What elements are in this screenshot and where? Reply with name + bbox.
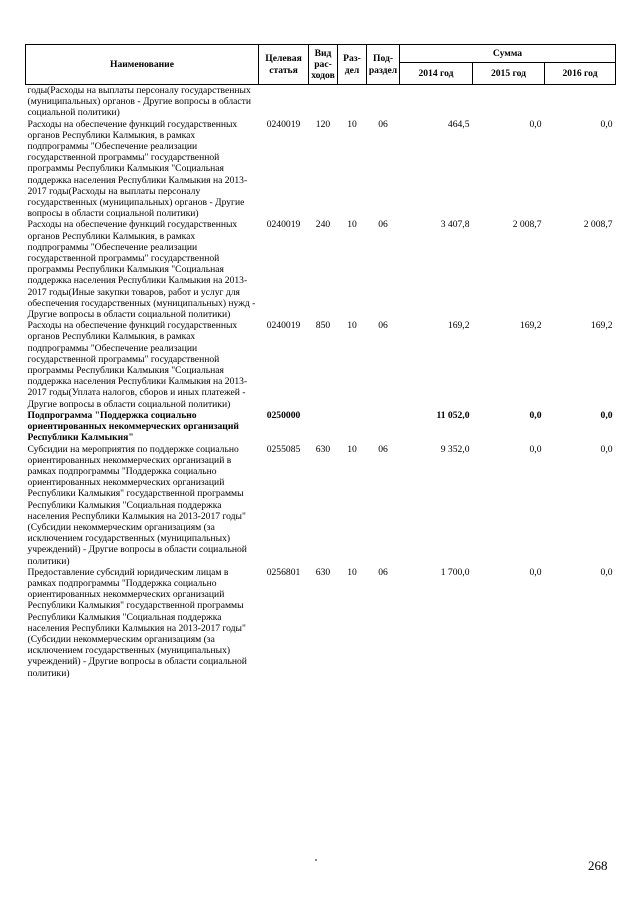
cell-subsection (367, 85, 400, 119)
table-row (26, 85, 616, 119)
cell-section (338, 85, 367, 119)
cell-name: Расходы на обеспечение функций государственных органов Республики Калмыкия, в рамках подпрограммы "Обеспечение реализации государственной программы" государственной программы Республики Калмыкия "Социальная поддержка населения Республики Калмыкия на 2013-2017 годы(Уплата налогов, сборов и иных платежей - Другие вопросы в области социальной политики) (27, 320, 248, 410)
cell-kind (309, 85, 338, 119)
cell-kind (309, 410, 338, 444)
table-row (26, 444, 616, 567)
cell-2014: 11 052,0 (436, 409, 470, 421)
cell-2015: 169,2 (519, 320, 542, 332)
budget-table-page (25, 44, 615, 679)
cell-2015: 0,0 (529, 409, 542, 421)
cell-2014: 9 352,0 (440, 443, 470, 455)
cell-2016 (545, 85, 616, 119)
cell-target: 0240019 (266, 320, 301, 332)
cell-kind: 630 (315, 566, 331, 578)
budget-table (25, 44, 616, 679)
header-sum: Сумма (400, 45, 616, 63)
cell-2016: 0,0 (600, 566, 613, 578)
table-row (26, 219, 616, 320)
cell-subsection: 06 (378, 443, 388, 455)
cell-2015: 2 008,7 (512, 219, 542, 231)
header-name: Наименование (26, 45, 259, 85)
cell-kind: 630 (315, 443, 331, 455)
cell-target: 0256801 (266, 566, 301, 578)
cell-section: 10 (347, 320, 357, 332)
cell-2014: 464,5 (447, 118, 470, 130)
scan-speck (315, 859, 317, 861)
cell-target: 0250000 (266, 409, 301, 421)
cell-subsection (367, 410, 400, 444)
cell-2016: 0,0 (600, 409, 613, 421)
cell-2014: 1 700,0 (440, 566, 470, 578)
cell-subsection: 06 (378, 219, 388, 231)
cell-target: 0255085 (266, 443, 301, 455)
table-row (26, 567, 616, 679)
cell-subsection: 06 (378, 566, 388, 578)
cell-section: 10 (347, 219, 357, 231)
cell-name: Подпрограмма "Поддержка социально ориентированных некоммерческих организаций Республики Калмыкия" (27, 409, 239, 444)
cell-2014: 169,2 (447, 320, 470, 332)
table-row (26, 410, 616, 444)
cell-section (338, 410, 367, 444)
cell-subsection: 06 (378, 320, 388, 332)
page-number: 268 (588, 858, 608, 873)
cell-subsection: 06 (378, 118, 388, 130)
cell-section: 10 (347, 566, 357, 578)
cell-name: Расходы на обеспечение функций государственных органов Республики Калмыкия, в рамках подпрограммы "Обеспечение реализации государственной программы" государственной программы Республики Калмыкия "Социальная поддержка населения Республики Калмыкия на 2013-2017 годы(Иные закупки товаров, работ и услуг для обеспечения государственных (муниципальных) нужд - Другие вопросы в области социальной политики) (27, 219, 256, 321)
cell-2016: 2 008,7 (583, 219, 613, 231)
header-2016: 2016 год (545, 63, 616, 85)
header-2015: 2015 год (473, 63, 545, 85)
header-2014: 2014 год (400, 63, 473, 85)
cell-name: Субсидии на мероприятия по поддержке социально ориентированных некоммерческих организаций в рамках подпрограммы "Поддержка социально ориентированных некоммерческих организаций Республики Калмыкия" государственной программы Республики Калмыкия "Социальная поддержка населения Республики Калмыкия на 2013-2017 годы"(Субсидии некоммерческим организациям (за исключением государственных (муниципальных) учреждений) - Другие вопросы в области социальной политики) (27, 443, 247, 567)
cell-kind: 850 (315, 320, 331, 332)
header-section: Раз-дел (338, 45, 367, 85)
cell-2016: 0,0 (600, 443, 613, 455)
table-row (26, 119, 616, 220)
cell-section: 10 (347, 118, 357, 130)
cell-target (259, 85, 309, 119)
cell-2016: 169,2 (590, 320, 613, 332)
cell-target: 0240019 (266, 219, 301, 231)
cell-2014: 3 407,8 (440, 219, 470, 231)
table-row (26, 320, 616, 410)
cell-name: годы(Расходы на выплаты персоналу государственных (муниципальных) органов - Другие вопросы в области социальной политики) (27, 85, 252, 119)
cell-2015 (473, 85, 545, 119)
cell-2016: 0,0 (600, 118, 613, 130)
cell-name: Расходы на обеспечение функций государственных органов Республики Калмыкия, в рамках подпрограммы "Обеспечение реализации государственной программы" государственной программы Республики Калмыкия "Социальная поддержка населения Республики Калмыкия на 2013-2017 годы(Расходы на выплаты персоналу государственных (муниципальных) органов - Другие вопросы в области социальной политики) (27, 118, 248, 220)
cell-name: Предоставление субсидий юридическим лицам в рамках подпрограммы "Поддержка социально ориентированных некоммерческих организаций Республики Калмыкия" государственной программы Республики Калмыкия "Социальная поддержка населения Республики Калмыкия на 2013-2017 годы"(Субсидии некоммерческим организациям (за исключением государственных (муниципальных) учреждений) - Другие вопросы в области социальной политики) (27, 566, 247, 679)
cell-2015: 0,0 (529, 443, 542, 455)
cell-2015: 0,0 (529, 118, 542, 130)
header-kind: Вид рас-ходов (309, 45, 338, 85)
cell-2015: 0,0 (529, 566, 542, 578)
table-body (26, 85, 616, 679)
cell-section: 10 (347, 443, 357, 455)
header-subsection: Под-раздел (367, 45, 400, 85)
cell-target: 0240019 (266, 118, 301, 130)
cell-kind: 240 (315, 219, 331, 231)
cell-2014 (400, 85, 473, 119)
cell-kind: 120 (315, 118, 331, 130)
header-target: Целевая статья (259, 45, 309, 85)
